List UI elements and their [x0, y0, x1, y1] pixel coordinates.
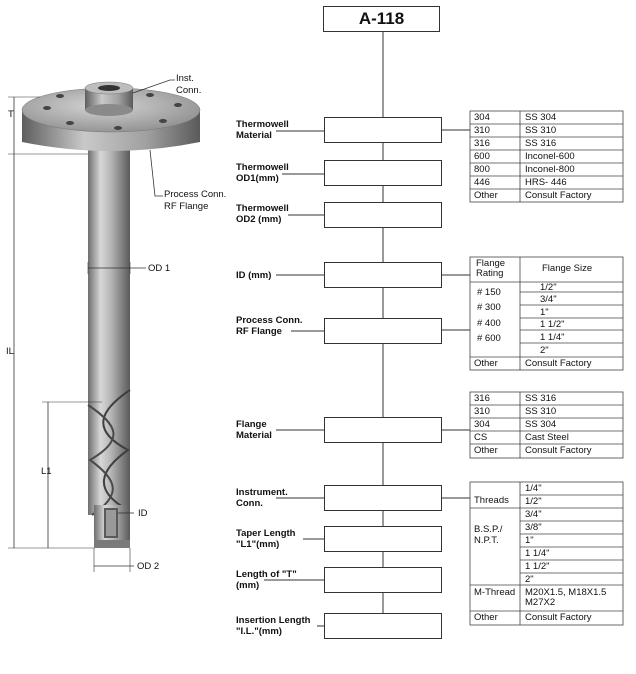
- flange-material-code: Other: [474, 445, 498, 456]
- flange-size: 1/2": [540, 282, 557, 293]
- od1-dim-label: OD 1: [148, 263, 171, 274]
- field-label-process-conn: Process Conn. RF Flange: [236, 315, 303, 337]
- flange-size: 1": [540, 307, 549, 318]
- material-code: 800: [474, 164, 490, 175]
- taper-length-field[interactable]: [324, 526, 442, 552]
- flange-size: 3/4": [540, 294, 557, 305]
- thread-size: 1": [525, 535, 534, 546]
- field-label-od2: Thermowell OD2 (mm): [236, 203, 289, 225]
- flange-material-field[interactable]: [324, 417, 442, 443]
- thread-size: 2": [525, 574, 534, 585]
- flange-material-code: 310: [474, 406, 490, 417]
- flange-size: 2": [540, 345, 549, 356]
- material-name: HRS- 446: [525, 177, 567, 188]
- mthread-value: M20X1.5, M18X1.5 M27X2: [525, 587, 607, 608]
- flange-rating: # 400: [477, 318, 501, 329]
- model-title: A-118: [323, 6, 440, 32]
- thread-size: 1 1/4": [525, 548, 550, 559]
- field-label-od1: Thermowell OD1(mm): [236, 162, 289, 184]
- flange-material-name: Cast Steel: [525, 432, 569, 443]
- process-conn-field[interactable]: [324, 318, 442, 344]
- field-label-taper-length: Taper Length "L1"(mm): [236, 528, 296, 550]
- thread-size: 1/2": [525, 496, 542, 507]
- inst-other-code: Other: [474, 612, 498, 623]
- od2-dim-label: OD 2: [137, 561, 160, 572]
- flange-material-name: SS 310: [525, 406, 557, 417]
- material-code: 304: [474, 112, 490, 123]
- material-code: Other: [474, 190, 498, 201]
- l1-dim-label: L1: [41, 466, 52, 477]
- flange-rating: # 600: [477, 333, 501, 344]
- od1-field[interactable]: [324, 160, 442, 186]
- field-label-thermowell-material: Thermowell Material: [236, 119, 289, 141]
- field-label-instrument-conn: Instrument. Conn.: [236, 487, 288, 509]
- flange-material-name: SS 304: [525, 419, 557, 430]
- flange-rating-header: Flange Rating: [476, 258, 506, 279]
- flange-material-name: Consult Factory: [525, 445, 592, 456]
- id-field[interactable]: [324, 262, 442, 288]
- process-conn-label: Process Conn. RF Flange: [164, 189, 227, 212]
- id-dim-label: ID: [138, 508, 148, 519]
- material-name: SS 304: [525, 112, 557, 123]
- material-code: 310: [474, 125, 490, 136]
- material-name: Inconel-800: [525, 164, 575, 175]
- material-name: Inconel-600: [525, 151, 575, 162]
- length-t-field[interactable]: [324, 567, 442, 593]
- flange-material-code: CS: [474, 432, 488, 443]
- il-dim-label: IL: [6, 346, 14, 357]
- flange-rating: # 150: [477, 287, 501, 298]
- od2-field[interactable]: [324, 202, 442, 228]
- material-name: Consult Factory: [525, 190, 592, 201]
- field-label-flange-material: Flange Material: [236, 419, 272, 441]
- material-code: 316: [474, 138, 490, 149]
- threads-label: Threads: [474, 495, 509, 506]
- thread-size: 1 1/2": [525, 561, 550, 572]
- flange-other-value: Consult Factory: [525, 358, 592, 369]
- flange-size: 1 1/2": [540, 319, 565, 330]
- field-label-id: ID (mm): [236, 270, 272, 281]
- mthread-label: M-Thread: [474, 587, 516, 598]
- material-code: 600: [474, 151, 490, 162]
- flange-size-header: Flange Size: [542, 263, 593, 274]
- flange-material-code: 316: [474, 393, 490, 404]
- insertion-length-field[interactable]: [324, 613, 442, 639]
- material-name: SS 316: [525, 138, 557, 149]
- flange-other-code: Other: [474, 358, 498, 369]
- t-dim-label: T: [8, 109, 14, 120]
- bsp-npt-label: B.S.P./ N.P.T.: [474, 524, 503, 546]
- field-label-insertion-length: Insertion Length "I.L."(mm): [236, 615, 311, 637]
- thread-size: 3/4": [525, 509, 542, 520]
- material-name: SS 310: [525, 125, 557, 136]
- flange-material-code: 304: [474, 419, 490, 430]
- instrument-conn-field[interactable]: [324, 485, 442, 511]
- inst-other-value: Consult Factory: [525, 612, 592, 623]
- thermowell-material-field[interactable]: [324, 117, 442, 143]
- thread-size: 3/8": [525, 522, 542, 533]
- flange-size: 1 1/4": [540, 332, 565, 343]
- inst-conn-label: Inst. Conn.: [176, 73, 202, 96]
- material-code: 446: [474, 177, 490, 188]
- flange-rating: # 300: [477, 302, 501, 313]
- field-label-length-t: Length of "T" (mm): [236, 569, 297, 591]
- thread-size: 1/4": [525, 483, 542, 494]
- flange-material-name: SS 316: [525, 393, 557, 404]
